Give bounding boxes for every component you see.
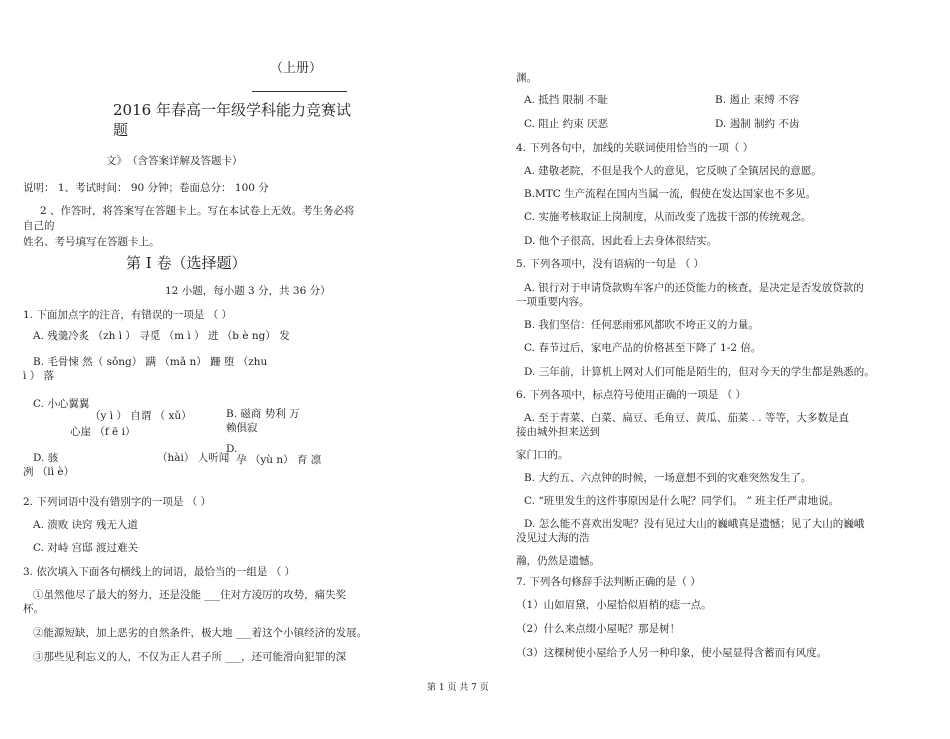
option-a: A. 建敬老院，不但是我个人的意见，它反映了全镇居民的意愿。 xyxy=(524,165,822,177)
sentence-1: （1）山如眉黛，小屋恰似眉梢的痣一点。 xyxy=(516,599,712,611)
option-b: B.MTC 生产流程在国内当属一流，假使在发达国家也不多见。 xyxy=(524,188,817,200)
option-d: D. 遏制 制约 不齿 xyxy=(715,118,800,130)
sentence-2: （2）什么来点缀小屋呢？那是树！ xyxy=(516,623,681,635)
option-a-cont: 接由城外担来送到 xyxy=(516,426,600,438)
option-c: C. 春节过后，家电产品的价格甚至下降了 1-2 倍。 xyxy=(524,342,762,354)
option-a: A. 残羹冷炙 （zh ì ） 寻觅 （m ì ） 迸 （b è ng） 发 xyxy=(33,330,290,342)
option-a: A. 银行对于申请贷款购车客户的还贷能力的核查，是决定是否发放贷款的 xyxy=(524,282,864,294)
option-d: D. 骇 xyxy=(33,452,59,464)
option-a: A. 溃败 诀窍 残无人道 xyxy=(33,519,138,531)
question-5: 5. 下列各项中，没有语病的一句是 （ ） xyxy=(516,258,705,270)
sentence-2: ②能源短缺，加上恶劣的自然条件，极大地 ___着这个小镇经济的发展。 xyxy=(33,627,368,639)
page-footer: 第 1 页 共 7 页 xyxy=(427,683,489,693)
option-a-cont: 一项重要内容。 xyxy=(516,296,590,308)
option-d: D. 三年前，计算机上网对人们可能是陌生的，但对今天的学生都是熟悉的。 xyxy=(524,366,875,378)
option-c: C. 小心翼翼 xyxy=(33,398,90,410)
exam-title-cont: 题 xyxy=(113,121,129,139)
exam-subtitle: 文》 （含答案详解及答题卡） xyxy=(106,155,243,167)
question-6: 6. 下列各项中，标点符号使用正确的一项是 （ ） xyxy=(516,389,747,401)
title-underline xyxy=(252,91,347,92)
option-c-cont: 心崖 （f ē i） xyxy=(70,426,136,438)
option-b-extra: B. 磁商 势利 万 xyxy=(226,408,300,420)
question-1: 1. 下面加点字的注音，有错误的一项是 （ ） xyxy=(23,309,233,321)
sentence-3: ③那些见利忘义的人，不仅为正人君子所 ___，还可能滑向犯罪的深 xyxy=(33,651,347,663)
exam-title: 2016 年春高一年级学科能力竞赛试 xyxy=(113,101,351,119)
question-3: 3. 依次填入下面各句横线上的词语，最恰当的一组是 （ ） xyxy=(23,566,296,578)
option-a: A. 抵挡 限制 不耻 xyxy=(524,94,608,106)
option-d-cont: 冽 （lì è） xyxy=(23,466,75,478)
option-c: C. 阻止 约束 厌恶 xyxy=(524,118,609,130)
note-line: 自己的 xyxy=(23,220,55,232)
sentence-3: （3）这棵树使小屋给予人另一种印象，使小屋显得含蓄而有风度。 xyxy=(516,647,828,659)
section-info: 12 小题，每小题 3 分，共 36 分） xyxy=(165,285,331,297)
continuation-text: 渊。 xyxy=(516,72,537,84)
option-d-cont: 瀚，仍然是遗憾。 xyxy=(516,555,600,567)
volume-label: （上册） xyxy=(270,61,323,76)
note-line: 说明： 1、考试时间： 90 分钟；卷面总分： 100 分 xyxy=(23,182,269,194)
option-c: C. 实施考核取证上岗制度，从而改变了选拔干部的传统观念。 xyxy=(524,211,812,223)
note-line: 2 、作答时，将答案写在答题卡上。写在本试卷上无效。考生务必将 xyxy=(40,205,355,217)
option-b: B. 我们坚信：任何恶雨邪风都吹不垮正义的力量。 xyxy=(524,319,759,331)
note-line: 姓名、考号填写在答题卡上。 xyxy=(23,236,160,248)
option-a-cont: 家门口的。 xyxy=(516,449,569,461)
option-b: B. 遏止 束缚 不容 xyxy=(715,94,800,106)
sentence-1-cont: 杯。 xyxy=(23,603,44,615)
option-c: C. “班里发生的这件事原因是什么呢？同学们。 ” 班主任严肃地说。 xyxy=(524,495,840,507)
question-4: 4. 下列各句中，加线的关联词使用恰当的一项（ ） xyxy=(516,142,754,154)
option-d-pinyin: （hài） 人听闻 xyxy=(157,452,230,464)
option-c-pinyin: （y ì ） 自谓 （ xǔ） xyxy=(90,410,192,422)
option-b: B. 毛骨悚 然（ sǒng） 蹒 （mǎ n） 跚 堕 （zhu xyxy=(33,356,268,368)
option-b-cont: ì ） 落 xyxy=(23,370,55,382)
option-d-word: 孕 （yù n） 育 凛 xyxy=(236,454,322,466)
sentence-1: ①虽然他尽了最大的努力，还是没能 ___住对方凌厉的攻势，痛失奖 xyxy=(33,589,347,601)
section-heading: 第 I 卷（选择题） xyxy=(126,254,247,272)
question-2: 2. 下列词语中没有错别字的一项是 （ ） xyxy=(23,496,212,508)
option-b: B. 大约五、六点钟的时候，一场意想不到的灾难突然发生了。 xyxy=(524,472,812,484)
question-7: 7. 下列各句修辞手法判断正确的是（ ） xyxy=(516,576,701,588)
option-c: C. 对峙 宫邸 渡过难关 xyxy=(33,542,139,554)
option-a: A. 至于青菜、白菜、扁豆、毛角豆、黄瓜、茄菜 . . 等等，大多数是直 xyxy=(524,412,849,424)
option-d-cont: 没见过大海的浩 xyxy=(516,532,590,544)
option-d: D. 怎么能不喜欢出发呢？没有见过大山的巍峨真是遗憾；见了大山的巍峨 xyxy=(524,518,865,530)
option-d-label: D. xyxy=(226,443,238,455)
option-b-extra-cont: 赖俱寂 xyxy=(226,422,258,434)
option-d: D. 他个子很高，因此看上去身体很结实。 xyxy=(524,235,718,247)
